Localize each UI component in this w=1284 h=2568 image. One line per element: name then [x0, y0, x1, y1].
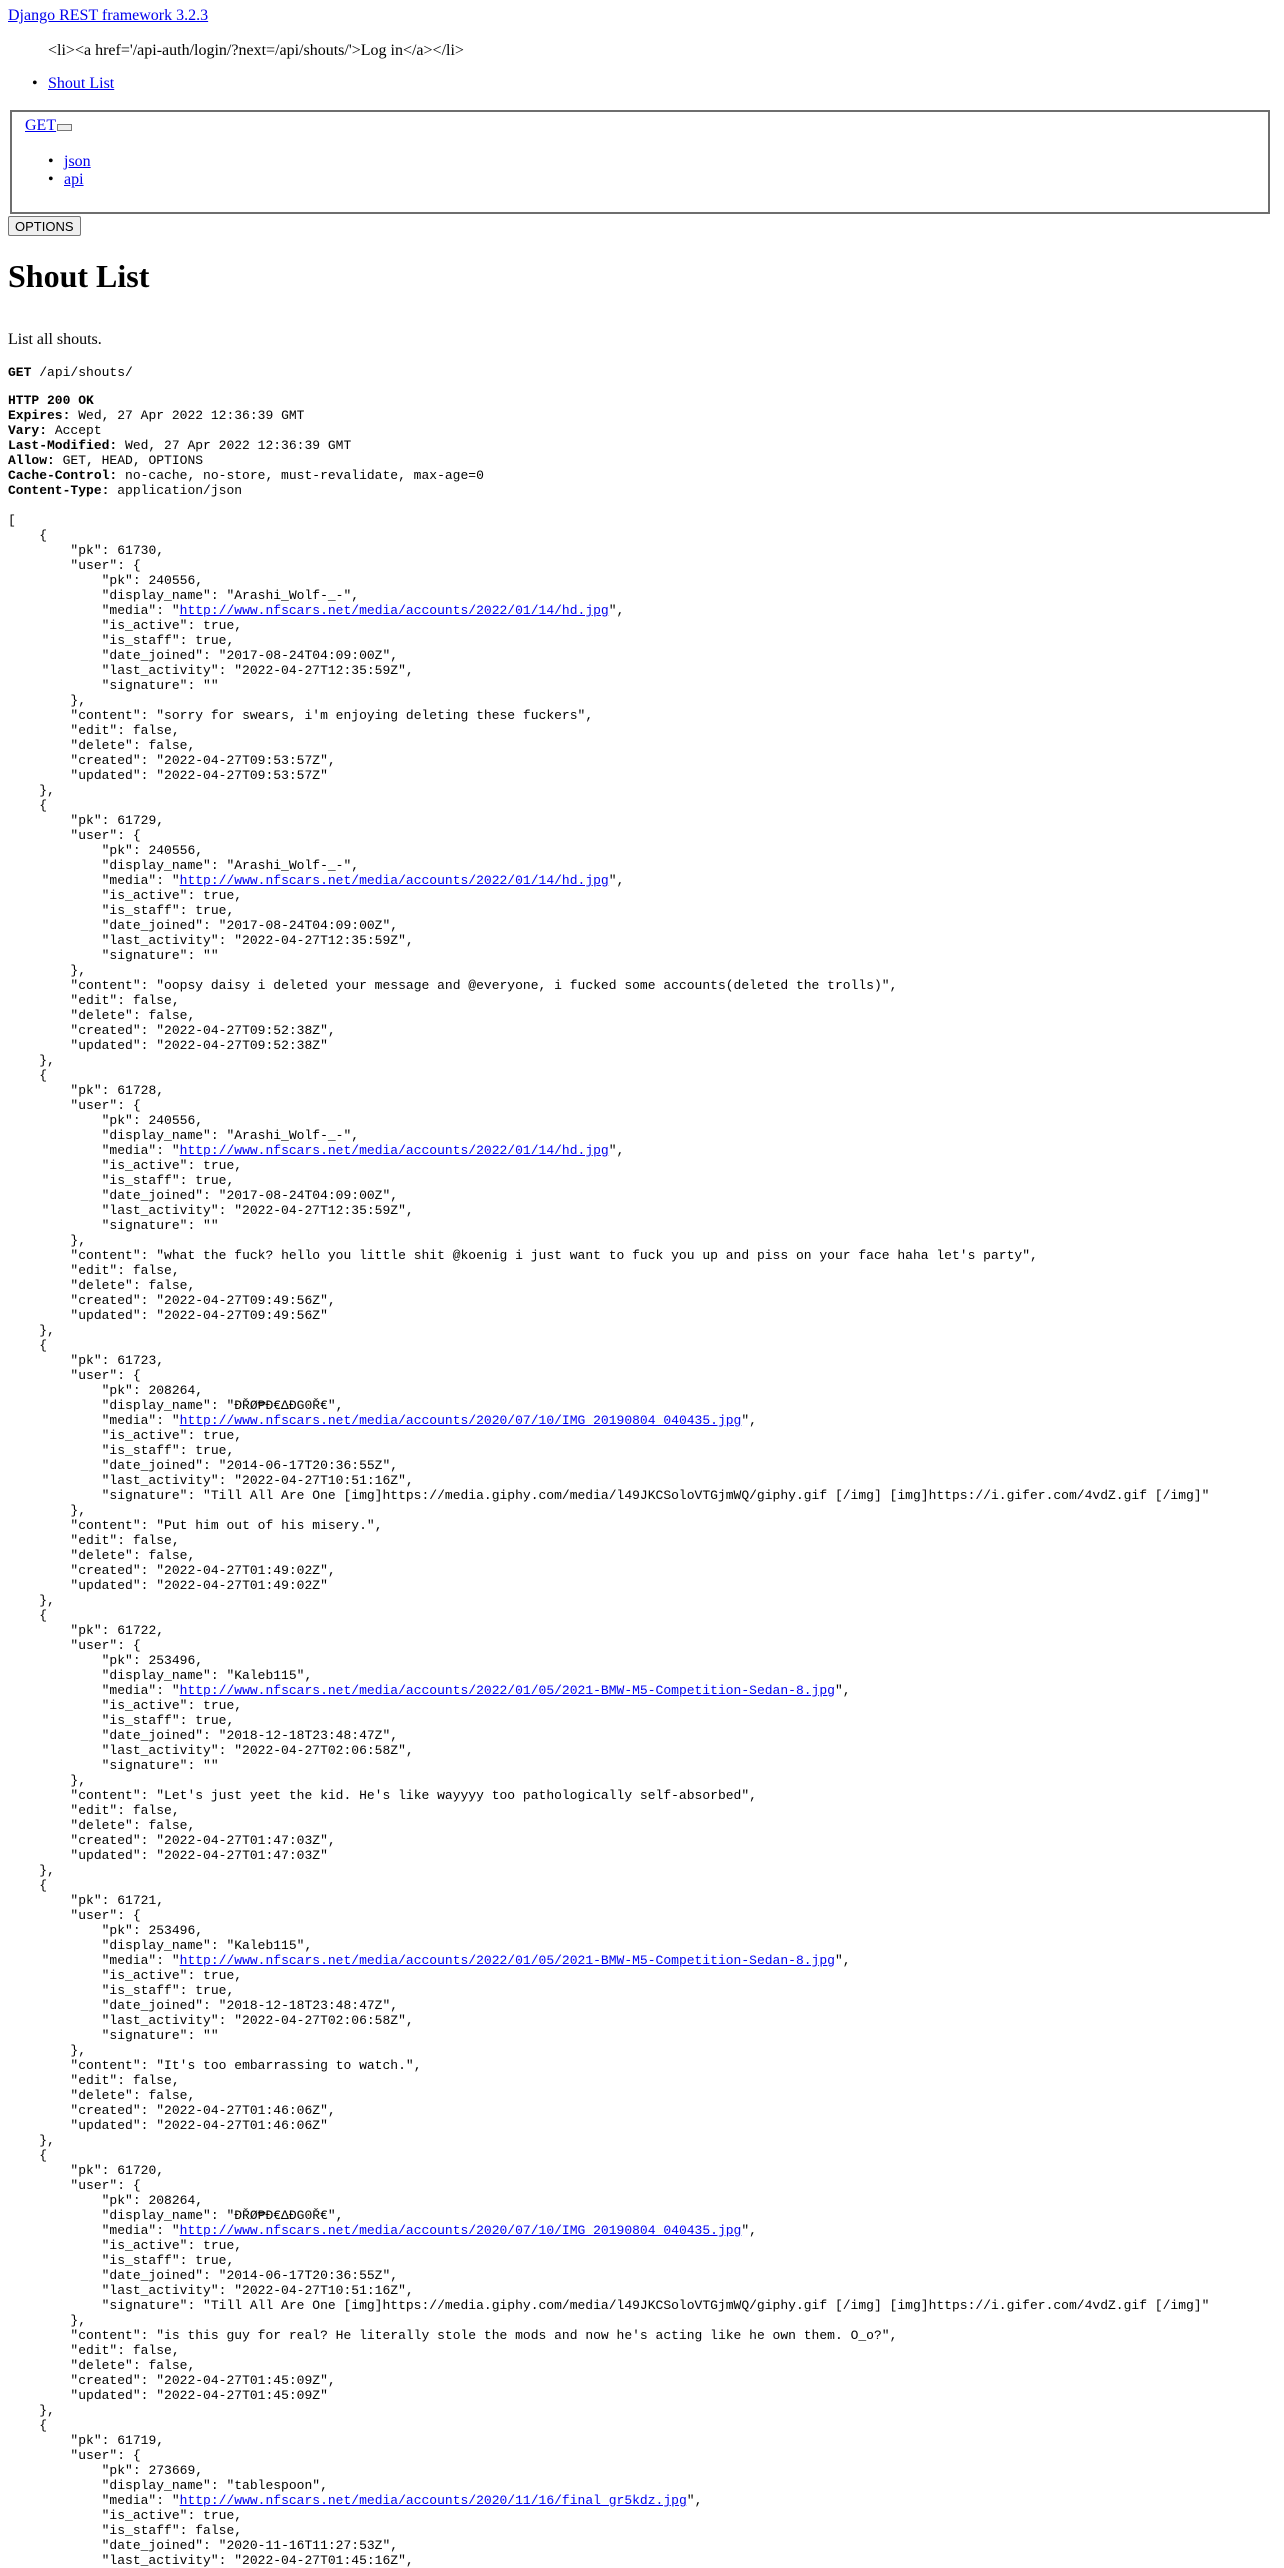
response-header-value: no-cache, no-store, must-revalidate, max-age=0 [125, 468, 484, 483]
json-value: 240556 [148, 573, 196, 588]
json-value: true [195, 633, 227, 648]
format-option-json-link[interactable]: json [64, 153, 91, 170]
json-value: true [195, 1173, 227, 1188]
json-value: "" [203, 948, 219, 963]
json-value: true [203, 2238, 235, 2253]
json-value: "ĐŘØ₱Đ€ΔĐG0Ř€" [226, 1398, 336, 1413]
response-header-name: Allow: [8, 453, 55, 468]
response-header-name: Expires: [8, 408, 71, 423]
json-value: "2022-04-27T09:53:57Z" [156, 768, 328, 783]
json-value: "2022-04-27T09:52:38Z" [156, 1038, 328, 1053]
json-value: false [148, 1548, 188, 1563]
json-value: "2022-04-27T12:35:59Z" [234, 1203, 406, 1218]
json-value: "Arashi_Wolf-_-" [226, 1128, 352, 1143]
response-header-value: GET, HEAD, OPTIONS [62, 453, 204, 468]
json-value: "2017-08-24T04:09:00Z" [218, 1188, 391, 1203]
response-header-value: Wed, 27 Apr 2022 12:36:39 GMT [78, 408, 305, 423]
json-value: "2022-04-27T01:45:09Z" [156, 2388, 328, 2403]
response-header-name: Content-Type: [8, 483, 110, 498]
json-value: 253496 [148, 1653, 196, 1668]
caret-down-icon[interactable] [57, 124, 72, 131]
json-value: "Arashi_Wolf-_-" [226, 858, 352, 873]
request-method: GET [8, 365, 32, 380]
json-value: "2018-12-18T23:48:47Z" [218, 1998, 391, 2013]
json-value: true [203, 618, 235, 633]
json-value: "2022-04-27T01:49:02Z" [156, 1563, 328, 1578]
json-value: false [132, 1263, 172, 1278]
json-value: false [148, 1818, 188, 1833]
json-value: false [132, 1533, 172, 1548]
json-value: false [148, 1008, 188, 1023]
json-value: 61719 [117, 2433, 157, 2448]
media-link[interactable]: http://www.nfscars.net/media/accounts/2022/01/14/hd.jpg [179, 873, 609, 888]
json-value: 61723 [117, 1353, 157, 1368]
json-value: "Arashi_Wolf-_-" [226, 588, 352, 603]
json-value: "is this guy for real? He literally stole the mods and now he's acting like he own them. O_o?" [156, 2328, 890, 2343]
response-status: HTTP 200 OK [8, 393, 94, 408]
page-description: List all shouts. [8, 331, 102, 348]
json-value: 253496 [148, 1923, 196, 1938]
json-value: true [203, 888, 235, 903]
json-value: "2022-04-27T09:53:57Z" [156, 753, 328, 768]
json-value: "2020-11-16T11:27:53Z" [218, 2538, 391, 2553]
response-header-value: Wed, 27 Apr 2022 12:36:39 GMT [125, 438, 352, 453]
json-value: 61721 [117, 1893, 157, 1908]
json-value: "2022-04-27T12:35:59Z" [234, 933, 406, 948]
json-value: true [195, 2253, 227, 2268]
json-value: "2022-04-27T12:35:59Z" [234, 663, 406, 678]
json-value: "ĐŘØ₱Đ€ΔĐG0Ř€" [226, 2208, 336, 2223]
json-value: 61730 [117, 543, 157, 558]
json-value: "2022-04-27T01:45:09Z" [156, 2373, 328, 2388]
json-value: "Kaleb115" [226, 1938, 305, 1953]
json-value: 61720 [117, 2163, 157, 2178]
json-value: true [195, 1713, 227, 1728]
json-value: "tablespoon" [226, 2478, 321, 2493]
json-value: "2022-04-27T09:49:56Z" [156, 1308, 328, 1323]
media-link[interactable]: http://www.nfscars.net/media/accounts/2022/01/14/hd.jpg [179, 603, 609, 618]
response-header-name: Last-Modified: [8, 438, 118, 453]
response-headers [8, 393, 484, 498]
json-value: true [203, 1968, 235, 1983]
media-link[interactable]: http://www.nfscars.net/media/accounts/2022/01/05/2021-BMW-M5-Competition-Sedan-8.jpg [179, 1953, 835, 1968]
json-value: true [195, 903, 227, 918]
json-value: "2022-04-27T10:51:16Z" [234, 1473, 406, 1488]
json-value: 61729 [117, 813, 157, 828]
media-link[interactable]: http://www.nfscars.net/media/accounts/2020/11/16/final_gr5kdz.jpg [179, 2493, 687, 2508]
json-value: false [132, 1803, 172, 1818]
options-button[interactable]: OPTIONS [8, 216, 81, 236]
json-value: "2014-06-17T20:36:55Z" [218, 1458, 391, 1473]
json-value: "what the fuck? hello you little shit @koenig i just want to fuck you up and piss on your face haha let's party" [156, 1248, 1030, 1263]
response-header-name: Vary: [8, 423, 48, 438]
media-link[interactable]: http://www.nfscars.net/media/accounts/2020/07/10/IMG_20190804_040435.jpg [179, 1413, 742, 1428]
breadcrumb-item [48, 75, 114, 93]
page-title: Shout List [8, 258, 150, 294]
json-value: "2022-04-27T02:06:58Z" [234, 2013, 406, 2028]
json-value: false [148, 1278, 188, 1293]
format-options-list [64, 153, 91, 189]
json-value: 273669 [148, 2463, 196, 2478]
json-value: "2022-04-27T02:06:58Z" [234, 1743, 406, 1758]
json-value: true [203, 1428, 235, 1443]
json-value: 208264 [148, 1383, 196, 1398]
media-link[interactable]: http://www.nfscars.net/media/accounts/2020/07/10/IMG_20190804_040435.jpg [179, 2223, 742, 2238]
json-value: false [132, 2073, 172, 2088]
breadcrumb [48, 75, 114, 93]
json-value: "2022-04-27T10:51:16Z" [234, 2283, 406, 2298]
get-dropdown [25, 117, 72, 135]
json-value: 208264 [148, 2193, 196, 2208]
json-value: "Till All Are One [img]https://media.giphy.com/media/l49JKCSoloVTGjmWQ/giphy.gif [/img] [img]https://i.gifer.com/4vdZ.gif [/img]" [203, 2298, 1210, 2313]
json-value: "2022-04-27T01:47:03Z" [156, 1833, 328, 1848]
json-value: "" [203, 678, 219, 693]
json-value: "sorry for swears, i'm enjoying deleting these fuckers" [156, 708, 586, 723]
json-value: false [132, 993, 172, 1008]
json-value: "2022-04-27T01:45:16Z" [234, 2553, 406, 2568]
json-value: "It's too embarrassing to watch." [156, 2058, 414, 2073]
response-body: [ { "pk": 61730, "user": { "pk": 240556, "display_name": "Arashi_Wolf-_-", "media": "http://www.nfscars.net/media/accounts/2022/01/14/hd.jpg", "is_active": true, "is_staff": true, "date_joined": "2017-08-24T04:09:00Z", "last_activity": "2022-04-27T12:35:59Z", "signature": "" }, "content": "sorry for swears, i'm enjoying deleting these fuckers", "edit": false, "delete": false, "created": "2022-04-27T09:53:57Z", "updated": "2022-04-27T09:53:57Z" }, { "pk": 61729, "user": { "pk": 240556, "display_name": "Arashi_Wolf-_-", "media": "http://www.nfscars.net/media/accounts/2022/01/14/hd.jpg", "is_active": true, "is_staff": true, "date_joined": "2017-08-24T04:09:00Z", "last_activity": "2022-04-27T12:35:59Z", "signature": "" }, "content": "oopsy daisy i deleted your message and @everyone, i fucked some accounts(deleted the trolls)", "edit": false, "delete": false, "created": "2022-04-27T09:52:38Z", "updated": "2022-04-27T09:52:38Z" }, { "pk": 61728, "user": { "pk": 240556, "display_name": "Arashi_Wolf-_-", "media": "http://www.nfscars.net/media/accounts/2022/01/14/hd.jpg", "is_active": true, "is_staff": true, "date_joined": "2017-08-24T04:09:00Z", "last_activity": "2022-04-27T12:35:59Z", "signature": "" }, "content": "what the fuck? hello you little shit @koenig i just want to fuck you up and piss on your face haha let's party", "edit": false, "delete": false, "created": "2022-04-27T09:49:56Z", "updated": "2022-04-27T09:49:56Z" }, { "pk": 61723, "user": { "pk": 208264, "display_name": "ĐŘØ₱Đ€ΔĐG0Ř€", "media": "http://www.nfscars.net/media/accounts/2020/07/10/IMG_20190804_040435.jpg", "is_active": true, "is_staff": true, "date_joined": "2014-06-17T20:36:55Z", "last_activity": "2022-04-27T10:51:16Z", "signature": "Till All Are One [img]https://media.giphy.com/media/l49JKCSoloVTGjmWQ/giphy.gif [/img] [img]https://i.gifer.com/4vdZ.gif [/img]" }, "content": "Put him out of his misery.", "edit": false, "delete": false, "created": "2022-04-27T01:49:02Z", "updated": "2022-04-27T01:49:02Z" }, { "pk": 61722, "user": { "pk": 253496, "display_name": "Kaleb115", "media": "http://www.nfscars.net/media/accounts/2022/01/05/2021-BMW-M5-Competition-Sedan-8.jpg", "is_active": true, "is_staff": true, "date_joined": "2018-12-18T23:48:47Z", "last_activity": "2022-04-27T02:06:58Z", "signature": "" }, "content": "Let's just yeet the kid. He's like wayyyy too pathologically self-absorbed", "edit": false, "delete": false, "created": "2022-04-27T01:47:03Z", "updated": "2022-04-27T01:47:03Z" }, { "pk": 61721, "user": { "pk": 253496, "display_name": "Kaleb115", "media": "http://www.nfscars.net/media/accounts/2022/01/05/2021-BMW-M5-Competition-Sedan-8.jpg", "is_active": true, "is_staff": true, "date_joined": "2018-12-18T23:48:47Z", "last_activity": "2022-04-27T02:06:58Z", "signature": "" }, "content": "It's too embarrassing to watch.", "edit": false, "delete": false, "created": "2022-04-27T01:46:06Z", "updated": "2022-04-27T01:46:06Z" }, { "pk": 61720, "user": { "pk": 208264, "display_name": "ĐŘØ₱Đ€ΔĐG0Ř€", "media": "http://www.nfscars.net/media/accounts/2020/07/10/IMG_20190804_040435.jpg", "is_active": true, "is_staff": true, "date_joined": "2014-06-17T20:36:55Z", "last_activity": "2022-04-27T10:51:16Z", "signature": "Till All Are One [img]https://media.giphy.com/media/l49JKCSoloVTGjmWQ/giphy.gif [/img] [img]https://i.gifer.com/4vdZ.gif [/img]" }, "content": "is this guy for real? He literally stole the mods and now he's acting like he own them. O_o?", "edit": false, "delete": false, "created": "2022-04-27T01:45:09Z", "updated": "2022-04-27T01:45:09Z" }, { "pk": 61719, "user": { "pk": 273669, "display_name": "tablespoon", "media": "http://www.nfscars.net/media/accounts/2020/11/16/final_gr5kdz.jpg", "is_active": true, "is_staff": false, "date_joined": "2020-11-16T11:27:53Z", "last_activity": "2022-04-27T01:45:16Z", [8, 513, 1210, 2568]
raw-login-markup: <li><a href='/api-auth/login/?next=/api/shouts/'>Log in</a></li> [48, 42, 464, 59]
json-value: "" [203, 1218, 219, 1233]
response-header-value: Accept [54, 423, 102, 438]
get-button[interactable]: GET [25, 117, 57, 134]
json-value: 61728 [117, 1083, 157, 1098]
json-value: false [132, 2343, 172, 2358]
json-value: "2022-04-27T01:49:02Z" [156, 1578, 328, 1593]
json-value: "Till All Are One [img]https://media.giphy.com/media/l49JKCSoloVTGjmWQ/giphy.gif [/img] [img]https://i.gifer.com/4vdZ.gif [/img]" [203, 1488, 1210, 1503]
breadcrumb-link-shout-list[interactable]: Shout List [48, 75, 115, 92]
json-value: false [148, 2088, 188, 2103]
json-value: true [203, 2508, 235, 2523]
json-value: "" [203, 1758, 219, 1773]
json-value: "2022-04-27T09:49:56Z" [156, 1293, 328, 1308]
json-value: "Kaleb115" [226, 1668, 305, 1683]
json-value: "" [203, 2028, 219, 2043]
json-value: "2022-04-27T01:46:06Z" [156, 2103, 328, 2118]
format-option [64, 171, 91, 189]
request-info [8, 364, 133, 381]
json-value: "2017-08-24T04:09:00Z" [218, 648, 391, 663]
json-value: "Let's just yeet the kid. He's like wayyyy too pathologically self-absorbed" [156, 1788, 750, 1803]
format-option-api-link[interactable]: api [64, 171, 84, 188]
json-value: "Put him out of his misery." [156, 1518, 375, 1533]
json-value: "2022-04-27T01:46:06Z" [156, 2118, 328, 2133]
json-value: "2022-04-27T09:52:38Z" [156, 1023, 328, 1038]
json-value: "2022-04-27T01:47:03Z" [156, 1848, 328, 1863]
json-value: "2018-12-18T23:48:47Z" [218, 1728, 391, 1743]
json-value: 240556 [148, 843, 196, 858]
response-header-name: Cache-Control: [8, 468, 118, 483]
navbar-brand-link[interactable]: Django REST framework 3.2.3 [8, 7, 209, 24]
json-value: false [148, 2358, 188, 2373]
json-value: true [195, 1983, 227, 1998]
media-link[interactable]: http://www.nfscars.net/media/accounts/2022/01/14/hd.jpg [179, 1143, 609, 1158]
format-dropdown-panel [10, 110, 1270, 214]
json-value: false [195, 2523, 235, 2538]
json-value: false [148, 738, 188, 753]
json-value: "2017-08-24T04:09:00Z" [218, 918, 391, 933]
json-value: 61722 [117, 1623, 157, 1638]
json-value: "2014-06-17T20:36:55Z" [218, 2268, 391, 2283]
media-link[interactable]: http://www.nfscars.net/media/accounts/2022/01/05/2021-BMW-M5-Competition-Sedan-8.jpg [179, 1683, 835, 1698]
json-value: false [132, 723, 172, 738]
json-value: 240556 [148, 1113, 196, 1128]
json-value: true [203, 1158, 235, 1173]
format-option [64, 153, 91, 171]
response-header-value: application/json [117, 483, 243, 498]
request-path: /api/shouts/ [39, 365, 133, 380]
json-value: true [195, 1443, 227, 1458]
json-value: "oopsy daisy i deleted your message and @everyone, i fucked some accounts(deleted the trolls)" [156, 978, 890, 993]
json-value: true [203, 1698, 235, 1713]
